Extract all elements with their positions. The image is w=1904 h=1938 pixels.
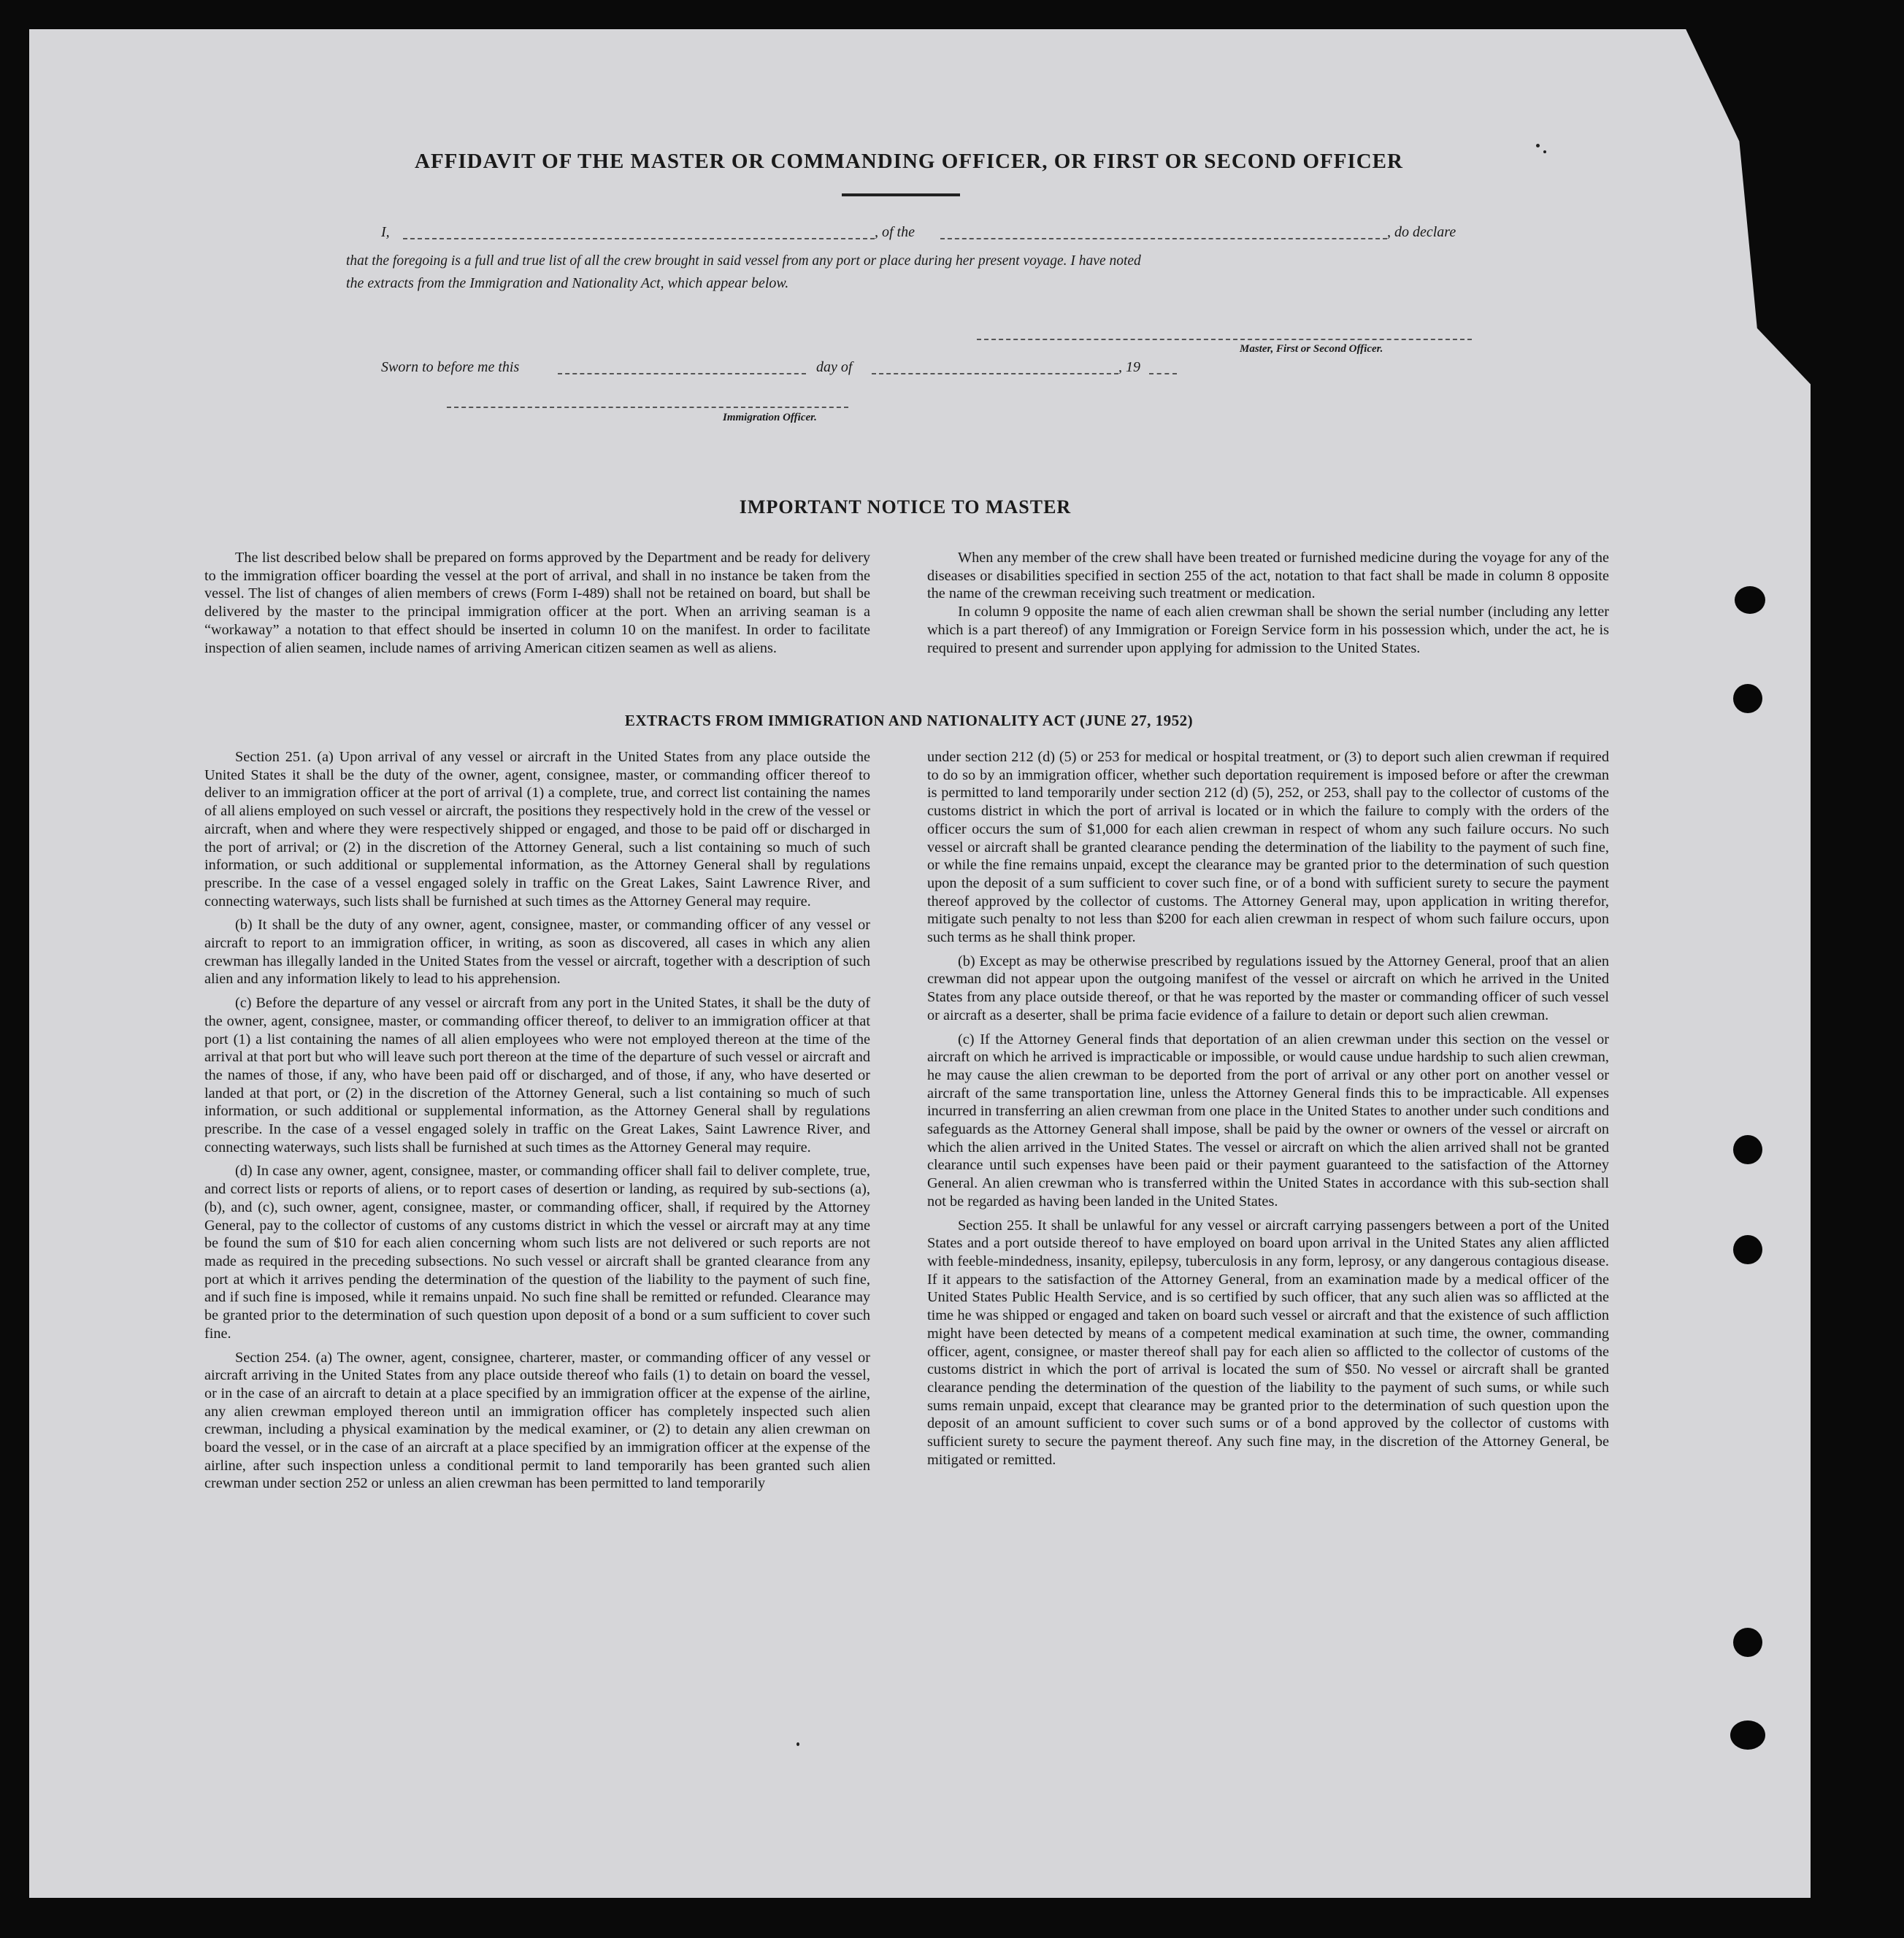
punch-hole	[1730, 1720, 1765, 1750]
notice-left-column	[204, 549, 870, 657]
notice-right-column	[927, 549, 1609, 657]
master-signature-label: Master, First or Second Officer.	[1240, 343, 1383, 355]
punch-hole	[1733, 684, 1762, 713]
affidavit-line3: the extracts from the Immigration and Nationality Act, which appear below.	[346, 275, 789, 291]
section-251c: (c) Before the departure of any vessel or aircraft from any port in the United States, it shall be the duty of the owner, agent, consignee, master, or commanding officer thereof, to deliver to an immigration officer at that port (1) a list containing the names of all alien employees who were not employed thereon at the time of the arrival at that port but who will leave such port thereon at the time of the departure of such vessel or aircraft and the names of those, if any, who have been paid off or discharged, and of those, if any, who have deserted or landed at that port, or (2) in the discretion of the Attorney General, such a list containing so much of such information, or such additional or supplemental information, as the Attorney General shall by regulations prescribe. In the case of a vessel engaged solely in traffic on the Great Lakes, Saint Lawrence River, and connecting waterways, such lists shall be furnished at such times as the Attorney General may require.	[204, 995, 870, 1156]
year-text: , 19	[1118, 359, 1140, 375]
notice-right-paragraph-1: When any member of the crew shall have been treated or furnished medicine during the voyage for any of the diseases or disabilities specified in section 255 of the act, notation to that fact shall be made in column 8 opposite the name of the crewman receiving such treatment or medication.	[927, 550, 1609, 602]
affidavit-do-declare: , do declare	[1387, 224, 1456, 240]
section-251b: (b) It shall be the duty of any owner, agent, consignee, master, or commanding officer of any vessel or aircraft to report to an immigration officer, in writing, as soon as discovered, all cases in which any alien crewman has illegally landed in the United States from the vessel or aircraft, together with a description of such alien and any information likely to lead to his apprehension.	[204, 917, 870, 988]
section-254a: Section 254. (a) The owner, agent, consignee, charterer, master, or commanding officer of any vessel or aircraft arriving in the United States from any place outside thereof who fails (1) to detain on board the vessel, or in the case of an aircraft to detain at a place specified by an immigration officer at the expense of the airline, any alien crewman employed thereon until an immigration officer has completely inspected such alien crewman, including a physical examination by the medical examiner, or (2) to detain any alien crewman on board the vessel, or in the case of an aircraft at a place specified by an immigration officer at the expense of the airline, after such inspection unless a conditional permit to land temporarily has been granted such alien crewman under section 252 or unless an alien crewman has been permitted to land temporarily	[204, 1349, 870, 1492]
extracts-left-column	[204, 748, 870, 1493]
title-underline	[842, 193, 960, 196]
speck	[1543, 150, 1546, 153]
vessel-blank[interactable]	[940, 238, 1387, 239]
speck	[796, 1742, 799, 1746]
section-254c: (c) If the Attorney General finds that deportation of an alien crewman under this section on the vessel or aircraft on which he arrived is impracticable or impossible, or would cause undue hardship to such alien crewman, he may cause the alien crewman to be deported from the port of arrival or any other port on another vessel or aircraft of the same transportation line, unless the Attorney General finds this to be impracticable. All expenses incurred in transferring an alien crewman from one place in the United States to another under such conditions and safeguards as the Attorney General shall impose, shall be paid by the owner or owners of the vessel or aircraft on which the alien arrived in the United States. The vessel or aircraft on which the alien arrived shall not be granted clearance until such expenses have been paid or their payment guaranteed to the satisfaction of the Attorney General. An alien crewman who is transferred within the United States in accordance with this sub-section shall not be regarded as having been landed in the United States.	[927, 1031, 1609, 1210]
affidavit-i: I,	[381, 224, 390, 240]
affidavit-of-the: , of the	[875, 224, 915, 240]
year-blank[interactable]	[1149, 373, 1177, 374]
section-254b: (b) Except as may be otherwise prescribed by regulations issued by the Attorney General, proof that an alien crewman did not appear upon the outgoing manifest of the vessel or aircraft on which he arrived in the United States from any place outside thereof, or that he was reported by the master or commanding officer of such vessel or aircraft as a deserter, shall be prima facie evidence of a failure to detain or deport such alien crewman.	[927, 953, 1609, 1023]
punch-hole	[1735, 586, 1765, 614]
extracts-title: EXTRACTS FROM IMMIGRATION AND NATIONALITY ACT (JUNE 27, 1952)	[624, 712, 1194, 729]
section-255: Section 255. It shall be unlawful for any vessel or aircraft carrying passengers between a port of the United States and a port outside thereof to have employed on board upon arrival in the United States any alien afflicted with feeble-mindedness, insanity, epilepsy, tuberculosis in any form, leprosy, or any dangerous contagious disease. If it appears to the satisfaction of the Attorney General, from an examination made by a medical officer of the United States Public Health Service, and is so certified by such officer, that any such alien was so afflicted at the time he was shipped or engaged and taken on board such vessel or aircraft and that the existence of such affliction might have been detected by means of a competent medical examination at such time, the owner, commanding officer, agent, consignee, or master thereof shall pay for each alien so afflicted to the collector of customs of the customs district in which the port of arrival is located the sum of $50. No vessel or aircraft shall be granted clearance pending the determination of the question of the liability to the payment of such sums, or while such sums remain unpaid, except that clearance may be granted prior to the determination of such question upon the deposit of an amount sufficient to cover such sums or of a bond approved by the collector of customs with sufficient surety to secure the payment thereof. Any such fine may, in the discretion of the Attorney General, be mitigated or remitted.	[927, 1217, 1609, 1468]
sworn-day-blank[interactable]	[558, 373, 806, 374]
notice-right-paragraph-2: In column 9 opposite the name of each alien crewman shall be shown the serial number (including any letter which is a part thereof) of any Immigration or Foreign Service form in his possession which, under the act, he is required to present and surrender upon applying for admission to the United States.	[927, 604, 1609, 656]
punch-hole	[1733, 1135, 1762, 1164]
section-254a-continued: under section 212 (d) (5) or 253 for medical or hospital treatment, or (3) to deport such alien crewman if required to do so by an immigration officer, whether such deportation requirement is imposed before or after the crewman is permitted to land temporarily under section 212 (d) (5), 252, or 253, shall pay to the collector of customs of the customs district in which the port of arrival is located or in which the failure to comply with the orders of the officer occurs the sum of $1,000 for each alien crewman in respect of whom any such failure occurs. No such vessel or aircraft shall be granted clearance pending the determination of the liability to the payment of such fine, or while the fine remains unpaid, except the clearance may be granted prior to the determination of such question upon the deposit of a sum sufficient to cover such fine, or of a bond with sufficient surety to secure the payment thereof approved by the collector of customs. The Attorney General may, upon application in writing therefor, mitigate such penalty to not less than $200 for each alien crewman in respect of whom such failure occurs, upon such terms as he shall think proper.	[927, 749, 1609, 946]
officer-signature-label: Immigration Officer.	[723, 412, 817, 423]
speck	[1536, 144, 1540, 147]
master-signature-line[interactable]	[977, 339, 1472, 340]
section-251a: Section 251. (a) Upon arrival of any vessel or aircraft in the United States from any place outside the United States it shall be the duty of the owner, agent, consignee, master, or commanding officer thereof to deliver to an immigration officer at the port of arrival (1) a complete, true, and correct list containing the names of all aliens employed on such vessel or aircraft, the positions they respectively hold in the crew of the vessel or aircraft, when and where they were respectively shipped or engaged, and those to be paid off or discharged in the port of arrival; or (2) in the discretion of the Attorney General, such a list containing so much of such information, or such additional or supplemental information, as the Attorney General shall by regulations prescribe. In the case of a vessel engaged solely in traffic on the Great Lakes, Saint Lawrence River, and connecting waterways, such lists shall be furnished at such times as the Attorney General may require.	[204, 749, 870, 910]
extracts-right-column	[927, 748, 1609, 1469]
name-blank[interactable]	[403, 238, 875, 239]
punch-hole	[1733, 1628, 1762, 1657]
officer-signature-line[interactable]	[447, 407, 848, 408]
notice-left-paragraph: The list described below shall be prepared on forms approved by the Department and be ready for delivery to the immigration officer boarding the vessel at the port of arrival, and shall in no instance be taken from the vessel. The list of changes of alien members of crews (Form I-489) shall not be retained on board, but shall be delivered by the master to the principal immigration officer at the port. When an arriving seaman is a “workaway” a notation to that effect should be inserted in column 10 on the manifest. In order to facilitate inspection of alien seamen, include names of arriving American citizen seamen as well as aliens.	[204, 550, 870, 656]
day-of-text: day of	[816, 359, 853, 375]
affidavit-line2: that the foregoing is a full and true list of all the crew brought in said vessel from any port or place during her present voyage. I have noted	[346, 253, 1141, 269]
notice-title: IMPORTANT NOTICE TO MASTER	[739, 496, 1072, 518]
sworn-text: Sworn to before me this	[381, 359, 520, 375]
affidavit-title: AFFIDAVIT OF THE MASTER OR COMMANDING OFFICER, OR FIRST OR SECOND OFFICER	[415, 150, 1403, 173]
punch-hole	[1733, 1235, 1762, 1264]
section-251d: (d) In case any owner, agent, consignee, master, or commanding officer shall fail to deliver complete, true, and correct lists or reports of aliens, or to report cases of desertion or landing, as required by sub-sections (a), (b), and (c), such owner, agent, consignee, master, or commanding officer, shall, if required by the Attorney General, pay to the collector of customs of any customs district in which the vessel or aircraft may at any time be found the sum of $10 for each alien concerning whom such lists are not delivered or such reports are not made as required in the preceding subsections. No such vessel or aircraft shall be granted clearance from any port at which it arrives pending the determination of the question of the liability to the payment of such fine, and if such fine is imposed, while it remains unpaid. No such fine shall be remitted or refunded. Clearance may be granted prior to the determination of such question upon deposit of a bond or a sum sufficient to cover such fine.	[204, 1163, 870, 1342]
sworn-month-blank[interactable]	[872, 373, 1118, 374]
